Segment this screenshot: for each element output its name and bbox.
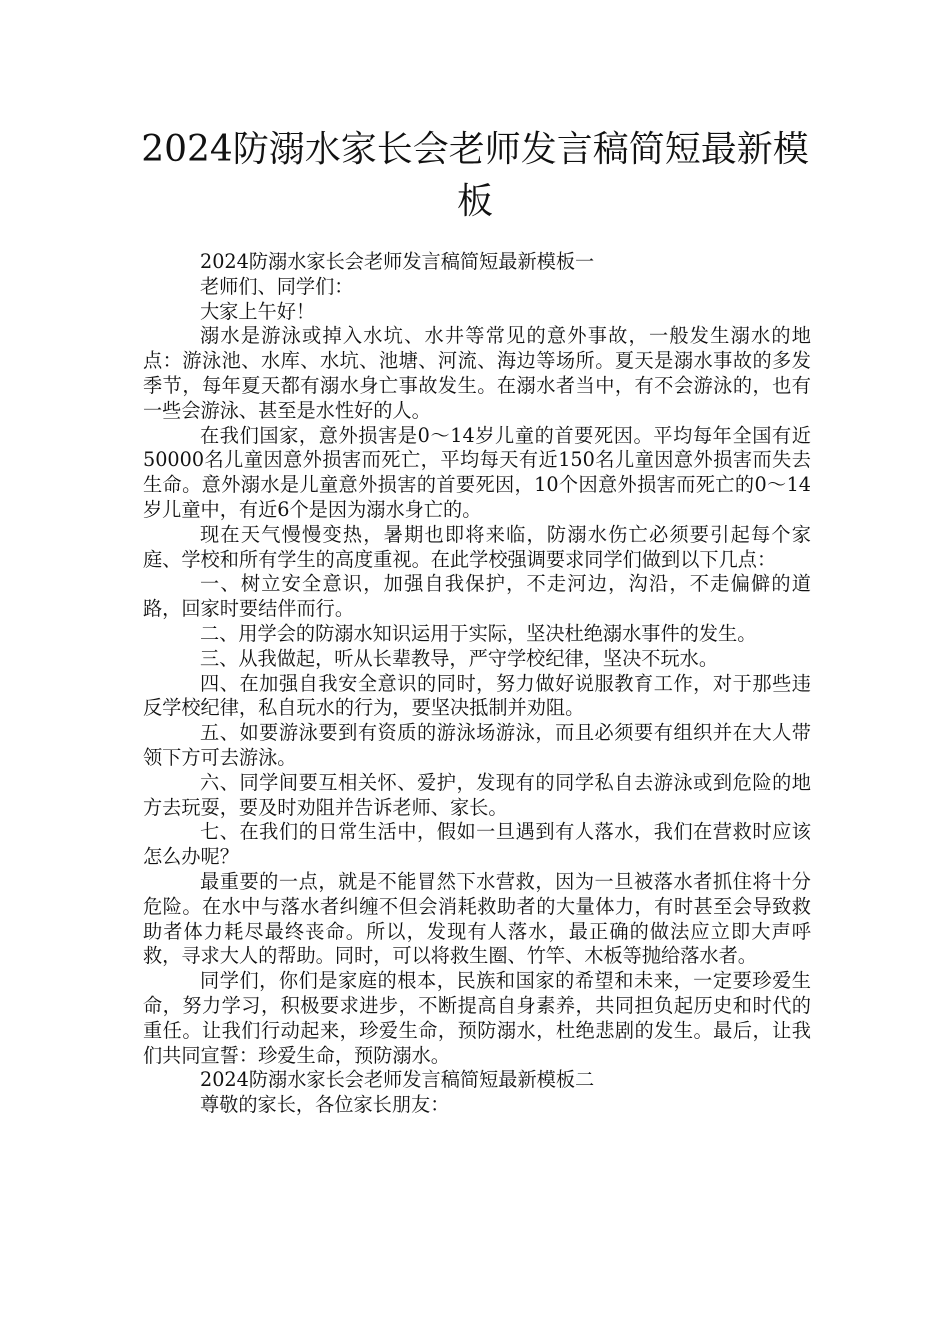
document-title: 2024防溺水家长会老师发言稿简短最新模板 xyxy=(141,129,809,222)
paragraph: 同学们，你们是家庭的根本，民族和国家的希望和未来，一定要珍爱生命，努力学习，积极要求进步，不断提高自身素养，共同担负起历史和时代的重任。让我们行动起来，珍爱生命，预防溺水，杜绝悲剧的发生。最后，让我们共同宣誓：珍爱生命，预防溺水。 xyxy=(143,969,811,1067)
document-body xyxy=(143,250,811,1118)
paragraph: 溺水是游泳或掉入水坑、水井等常见的意外事故，一般发生溺水的地点：游泳池、水库、水坑、池塘、河流、海边等场所。夏天是溺水事故的多发季节，每年夏天都有溺水身亡事故发生。在溺水者当中，有不会游泳的，也有一些会游泳、甚至是水性好的人。 xyxy=(143,324,811,422)
list-item: 四、在加强自我安全意识的同时，努力做好说服教育工作，对于那些违反学校纪律，私自玩水的行为，要坚决抵制并劝阻。 xyxy=(143,671,811,720)
list-item: 三、从我做起，听从长辈教导，严守学校纪律，坚决不玩水。 xyxy=(200,646,719,670)
salutation: 尊敬的家长，各位家长朋友： xyxy=(200,1093,450,1117)
list-item: 二、用学会的防溺水知识运用于实际，坚决杜绝溺水事件的发生。 xyxy=(200,621,757,645)
paragraph: 在我们国家，意外损害是0～14岁儿童的首要死因。平均每年全国有近50000名儿童因意外损害而死亡，平均每天有近150名儿童因意外损害而失去生命。意外溺水是儿童意外损害的首要死因，10个因意外损害而死亡的0～14岁儿童中，有近6个是因为溺水身亡的。 xyxy=(143,423,811,521)
paragraph: 现在天气慢慢变热，暑期也即将来临，防溺水伤亡必须要引起每个家庭、学校和所有学生的高度重视。在此学校强调要求同学们做到以下几点： xyxy=(143,522,811,571)
section-heading-two: 2024防溺水家长会老师发言稿简短最新模板二 xyxy=(200,1068,595,1092)
section-heading-one: 2024防溺水家长会老师发言稿简短最新模板一 xyxy=(200,250,595,273)
greeting: 大家上午好！ xyxy=(200,299,316,323)
list-item: 一、树立安全意识，加强自我保护，不走河边，沟沿，不走偏僻的道路，回家时要结伴而行。 xyxy=(143,572,811,621)
list-item: 五、如要游泳要到有资质的游泳场游泳，而且必须要有组织并在大人带领下方可去游泳。 xyxy=(143,721,811,769)
list-item: 七、在我们的日常生活中，假如一旦遇到有人落水，我们在营救时应该怎么办呢？ xyxy=(143,820,811,869)
paragraph: 最重要的一点，就是不能冒然下水营救，因为一旦被落水者抓住将十分危险。在水中与落水者纠缠不但会消耗救助者的大量体力，有时甚至会导致救助者体力耗尽最终丧命。所以，发现有人落水，最正确的做法应立即大声呼救，寻求大人的帮助。同时，可以将救生圈、竹竿、木板等抛给落水者。 xyxy=(143,869,811,968)
list-item: 六、同学间要互相关怀、爱护，发现有的同学私自去游泳或到危险的地方去玩耍，要及时劝阻并告诉老师、家长。 xyxy=(143,770,811,819)
salutation: 老师们、同学们： xyxy=(200,274,354,298)
